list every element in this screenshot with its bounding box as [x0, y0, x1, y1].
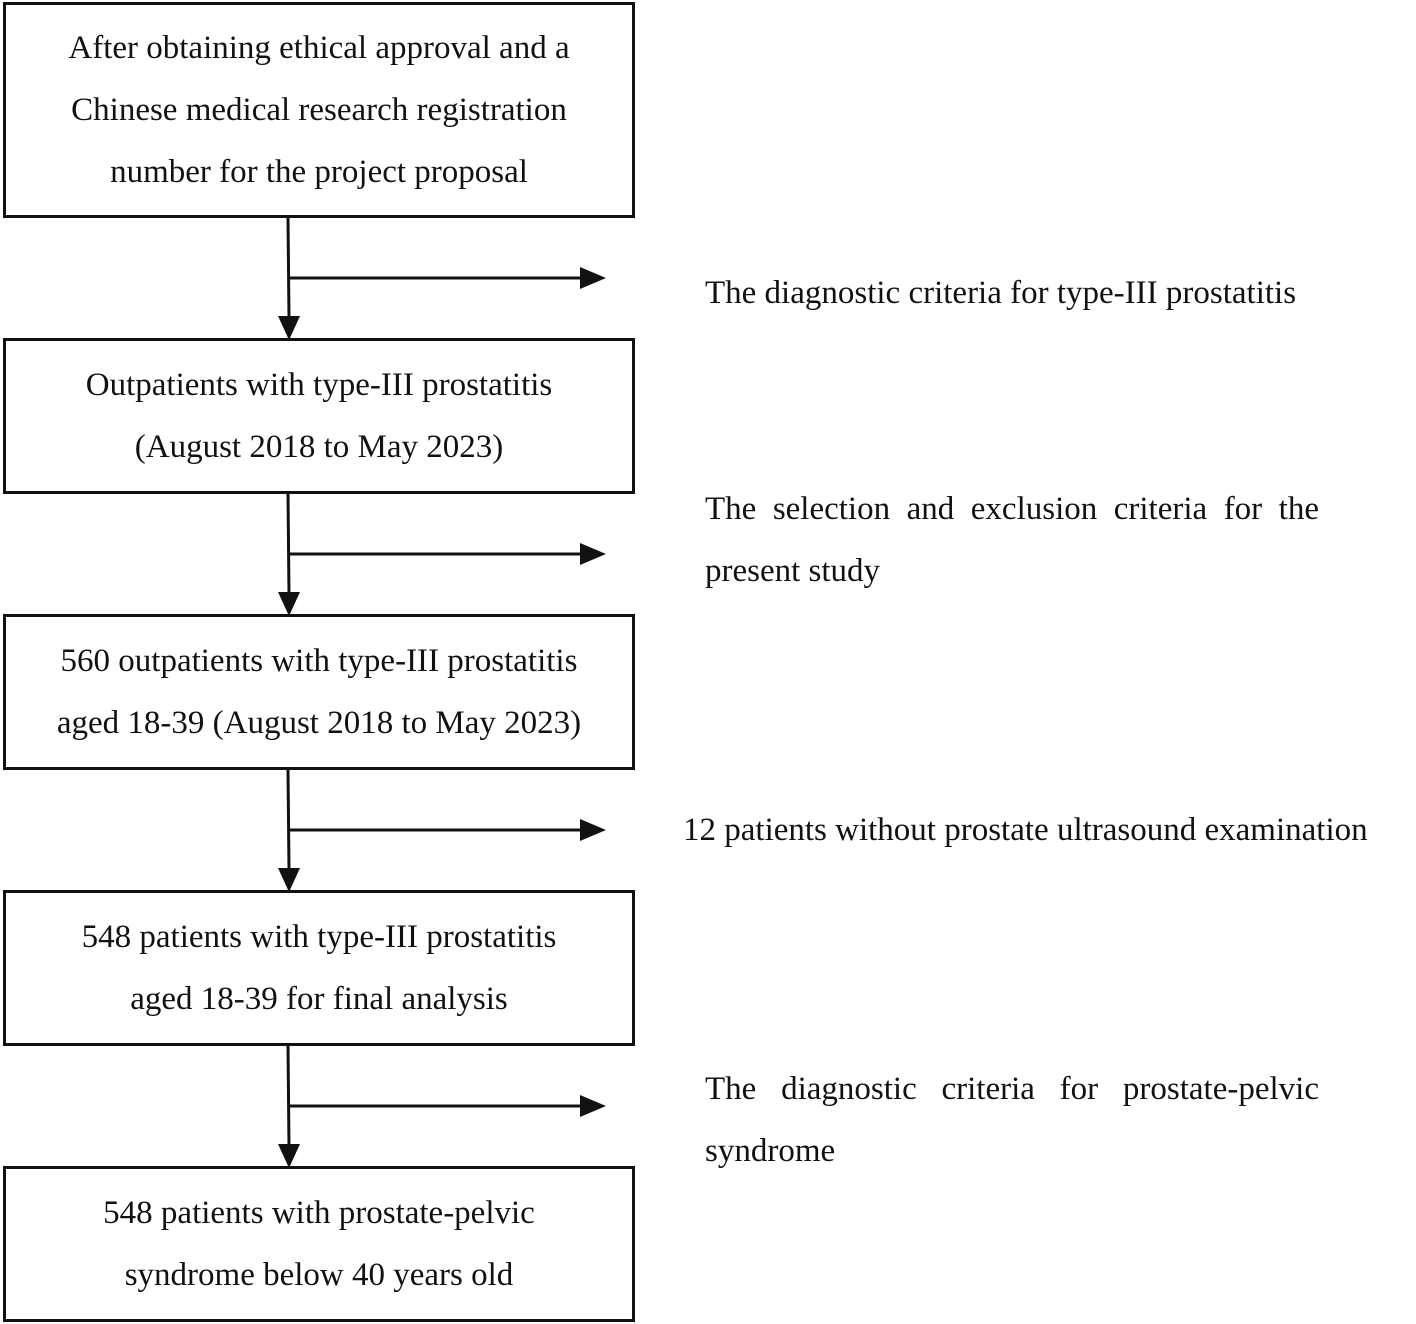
side-note-3-line-1: 12 patients without prostate ultrasound examination — [683, 812, 1368, 848]
flow-box-ethical-approval — [3, 2, 635, 218]
flow-box-outpatients — [3, 338, 635, 494]
side-note-selection-exclusion-criteria — [705, 478, 1319, 602]
down-arrowhead-4 — [278, 1144, 300, 1168]
side-arrowhead-2 — [580, 543, 606, 565]
side-note-4-line-1: The diagnostic criteria for prostate-pelvic — [705, 1071, 1319, 1107]
side-note-2-line-1: The selection and exclusion criteria for the — [705, 491, 1319, 527]
side-arrowhead-1 — [580, 267, 606, 289]
flow-box-5-line-2: syndrome below 40 years old — [124, 1257, 514, 1293]
flow-box-3-line-2: aged 18-39 (August 2018 to May 2023) — [56, 705, 582, 741]
down-arrow-3 — [288, 770, 289, 870]
down-arrowhead-3 — [278, 868, 300, 892]
side-note-1-line-1: The diagnostic criteria for type-III prostatitis — [705, 275, 1297, 311]
flow-box-548-final-analysis — [3, 890, 635, 1046]
side-arrowhead-4 — [580, 1095, 606, 1117]
flow-box-560-outpatients — [3, 614, 635, 770]
side-arrowhead-3 — [580, 819, 606, 841]
down-arrowhead-2 — [278, 592, 300, 616]
side-note-excluded-no-ultrasound — [683, 799, 1368, 861]
down-arrowhead-1 — [278, 316, 300, 340]
flow-box-1-line-2: Chinese medical research registration — [71, 92, 567, 128]
down-arrow-4 — [288, 1046, 289, 1146]
flow-box-1-line-3: number for the project proposal — [110, 154, 528, 190]
flow-box-4-line-2: aged 18-39 for final analysis — [130, 981, 508, 1017]
flow-box-5-line-1: 548 patients with prostate-pelvic — [103, 1195, 535, 1231]
side-note-diagnostic-criteria-pelvic-syndrome — [705, 1058, 1319, 1182]
side-note-diagnostic-criteria-type-iii — [705, 262, 1296, 324]
down-arrow-1 — [288, 218, 289, 318]
flow-box-3-line-1: 560 outpatients with type-III prostatitis — [60, 643, 578, 679]
flow-box-2-line-2: (August 2018 to May 2023) — [134, 429, 504, 465]
down-arrow-2 — [288, 494, 289, 594]
flow-box-548-pelvic-syndrome — [3, 1166, 635, 1322]
side-note-4-line-2: syndrome — [705, 1133, 836, 1169]
side-note-2-line-2: present study — [705, 553, 881, 589]
flow-box-2-line-1: Outpatients with type-III prostatitis — [85, 367, 553, 403]
flow-box-4-line-1: 548 patients with type-III prostatitis — [81, 919, 557, 955]
flow-box-1-line-1: After obtaining ethical approval and a — [68, 30, 570, 66]
